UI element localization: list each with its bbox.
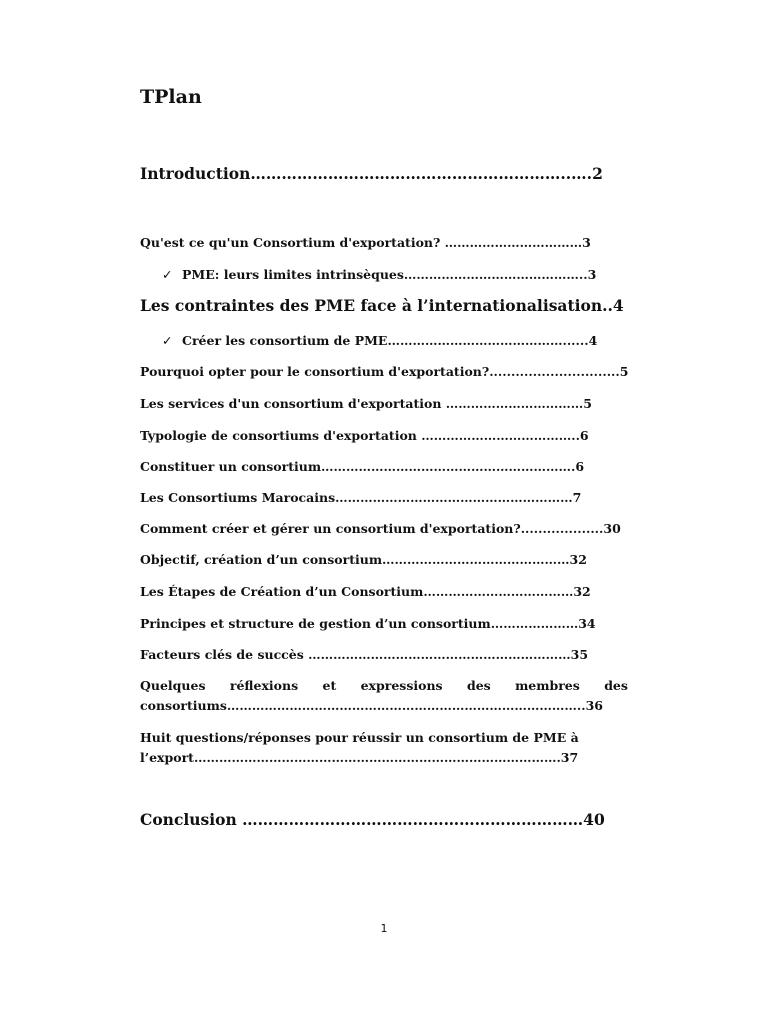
toc-entry-reflexions	[140, 676, 628, 716]
toc-entry-facteurs: Facteurs clés de succès ………………………………………………………35	[140, 647, 589, 662]
toc-entry-conclusion: Conclusion …………………………………………………………40	[140, 810, 605, 829]
toc-entry-services: Les services d'un consortium d'exportation ……………………………5	[140, 396, 592, 411]
toc-word: membres	[515, 678, 580, 693]
toc-entry-huit-questions	[140, 728, 628, 768]
toc-entry-consortiums-marocains: Les Consortiums Marocains…………………………………………………7	[140, 490, 582, 505]
toc-entry-consortium-definition: Qu'est ce qu'un Consortium d'exportation? ……………………………3	[140, 235, 591, 250]
toc-word: expressions	[360, 678, 443, 693]
toc-entry-pme-limits	[162, 267, 628, 283]
toc-word: des	[466, 678, 491, 693]
toc-entry-label: Créer les consortium de PME……………………………………......4	[182, 333, 598, 348]
toc-word: des	[604, 678, 628, 693]
toc-entry-line: l’export…………………………………………………………………………….37	[140, 750, 579, 765]
document-title: TPlan	[140, 86, 202, 108]
toc-entry-typologie: Typologie de consortiums d'exportation ………………………………..6	[140, 428, 589, 443]
toc-entry-label: PME: leurs limites intrinsèques……………………………………..3	[182, 267, 597, 282]
toc-word: Quelques	[140, 678, 206, 693]
toc-entry-constituer: Constituer un consortium…………………………………………………….6	[140, 459, 585, 474]
page-number: 1	[380, 922, 388, 935]
toc-entry-line	[140, 676, 628, 696]
toc-entry-line: Huit questions/réponses pour réussir un consortium de PME à	[140, 730, 579, 745]
toc-entry-principes: Principes et structure de gestion d’un consortium…………………34	[140, 616, 596, 631]
toc-entry-creer-gerer: Comment créer et gérer un consortium d'exportation?...................30	[140, 521, 621, 536]
toc-word: et	[322, 678, 337, 693]
toc-entry-objectif: Objectif, création d’un consortium………………………………………32	[140, 552, 587, 567]
toc-entry-line: consortiums…………………………………………………………………………..36	[140, 698, 603, 713]
checkmark-icon: ✓	[162, 267, 173, 282]
toc-entry-introduction: Introduction……………………………………………………..….2	[140, 164, 603, 183]
toc-entry-etapes: Les Étapes de Création d’un Consortium………………………………32	[140, 584, 591, 599]
toc-entry-pourquoi-opter: Pourquoi opter pour le consortium d'exportation?..............................5	[140, 364, 628, 379]
toc-entry-creer-consortium	[162, 333, 628, 349]
checkmark-icon: ✓	[162, 333, 173, 348]
toc-word: réflexions	[229, 678, 299, 693]
toc-entry-contraintes: Les contraintes des PME face à l’internationalisation..4	[140, 296, 624, 315]
